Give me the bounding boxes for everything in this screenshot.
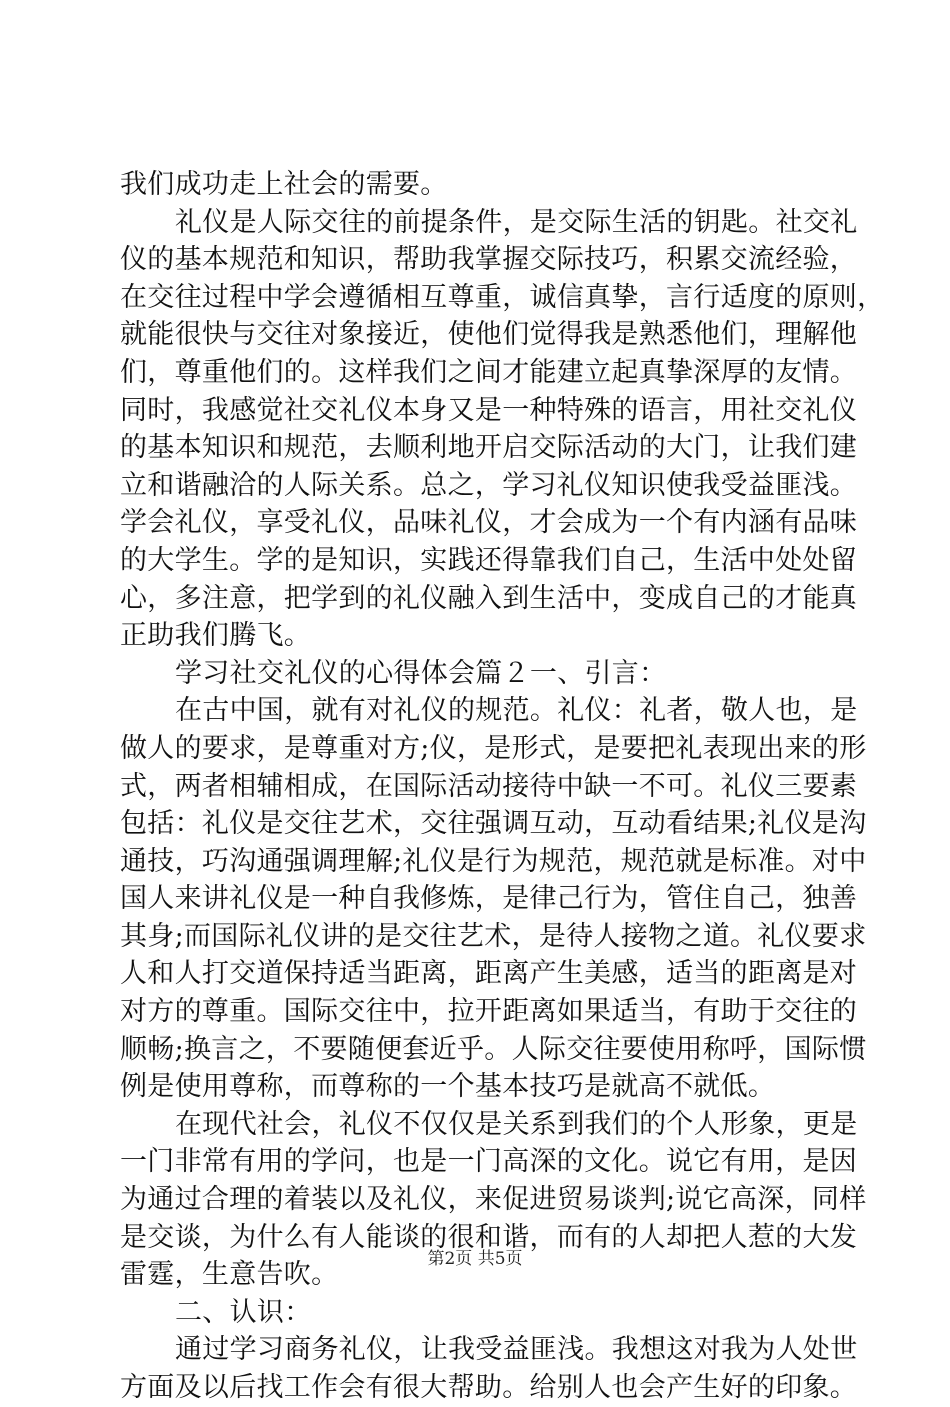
page-footer: 第2页 共5页 — [427, 1249, 523, 1269]
text-line: 对方的尊重。国际交往中，拉开距离如果适当，有助于交往的 — [120, 996, 858, 1028]
text-line: 是交谈，为什么有人能谈的很和谐，而有的人却把人惹的大发 — [120, 1221, 858, 1253]
text-line: 们，尊重他们的。这样我们之间才能建立起真挚深厚的友情。 — [120, 356, 858, 388]
text-line: 包括：礼仪是交往艺术，交往强调互动，互动看结果;礼仪是沟 — [120, 808, 867, 840]
text-line: 正助我们腾飞。 — [120, 620, 312, 652]
text-line: 二、认识： — [175, 1296, 312, 1328]
text-line: 国人来讲礼仪是一种自我修炼，是律己行为，管住自己，独善 — [120, 883, 858, 915]
text-line: 在古中国，就有对礼仪的规范。礼仪：礼者，敬人也，是 — [175, 695, 858, 727]
text-line: 雷霆，生意告吹。 — [120, 1259, 339, 1291]
text-line: 例是使用尊称，而尊称的一个基本技巧是就高不就低。 — [120, 1071, 776, 1103]
text-line: 的大学生。学的是知识，实践还得靠我们自己，生活中处处留 — [120, 544, 858, 576]
text-line: 在交往过程中学会遵循相互尊重，诚信真挚，言行适度的原则， — [120, 281, 885, 313]
text-line: 一门非常有用的学问，也是一门高深的文化。说它有用，是因 — [120, 1146, 858, 1178]
text-line: 心，多注意，把学到的礼仪融入到生活中，变成自己的才能真 — [120, 582, 858, 614]
text-line: 就能很快与交往对象接近，使他们觉得我是熟悉他们，理解他 — [120, 319, 858, 351]
text-line: 仪的基本规范和知识，帮助我掌握交际技巧，积累交流经验， — [120, 244, 858, 276]
text-line: 同时，我感觉社交礼仪本身又是一种特殊的语言，用社交礼仪 — [120, 394, 858, 426]
text-line: 立和谐融洽的人际关系。总之，学习礼仪知识使我受益匪浅。 — [120, 469, 858, 501]
text-line: 我们成功走上社会的需要。 — [120, 169, 448, 200]
text-line: 学会礼仪，享受礼仪，品味礼仪，才会成为一个有内涵有品味 — [120, 507, 858, 539]
text-line: 学习社交礼仪的心得体会篇２一、引言： — [175, 657, 667, 689]
text-line: 在现代社会，礼仪不仅仅是关系到我们的个人形象，更是 — [175, 1108, 858, 1140]
text-line: 为通过合理的着装以及礼仪，来促进贸易谈判;说它高深，同样 — [120, 1184, 867, 1216]
text-line: 方面及以后找工作会有很大帮助。给别人也会产生好的印象。 — [120, 1372, 858, 1403]
text-line: 做人的要求，是尊重对方;仪，是形式，是要把礼表现出来的形 — [120, 732, 867, 764]
text-line: 其身;而国际礼仪讲的是交往艺术，是待人接物之道。礼仪要求 — [120, 920, 867, 952]
text-line: 通技，巧沟通强调理解;礼仪是行为规范，规范就是标准。对中 — [120, 845, 867, 877]
text-line: 通过学习商务礼仪，让我受益匪浅。我想这对我为人处世 — [175, 1334, 858, 1366]
text-line: 顺畅;换言之，不要随便套近乎。人际交往要使用称呼，国际惯 — [120, 1033, 867, 1065]
text-line: 礼仪是人际交往的前提条件，是交际生活的钥匙。社交礼 — [175, 206, 858, 238]
body-text — [120, 166, 885, 1407]
text-line: 式，两者相辅相成，在国际活动接待中缺一不可。礼仪三要素 — [120, 770, 858, 802]
text-line: 人和人打交道保持适当距离，距离产生美感，适当的距离是对 — [120, 958, 858, 990]
text-line: 的基本知识和规范，去顺利地开启交际活动的大门，让我们建 — [120, 432, 858, 464]
